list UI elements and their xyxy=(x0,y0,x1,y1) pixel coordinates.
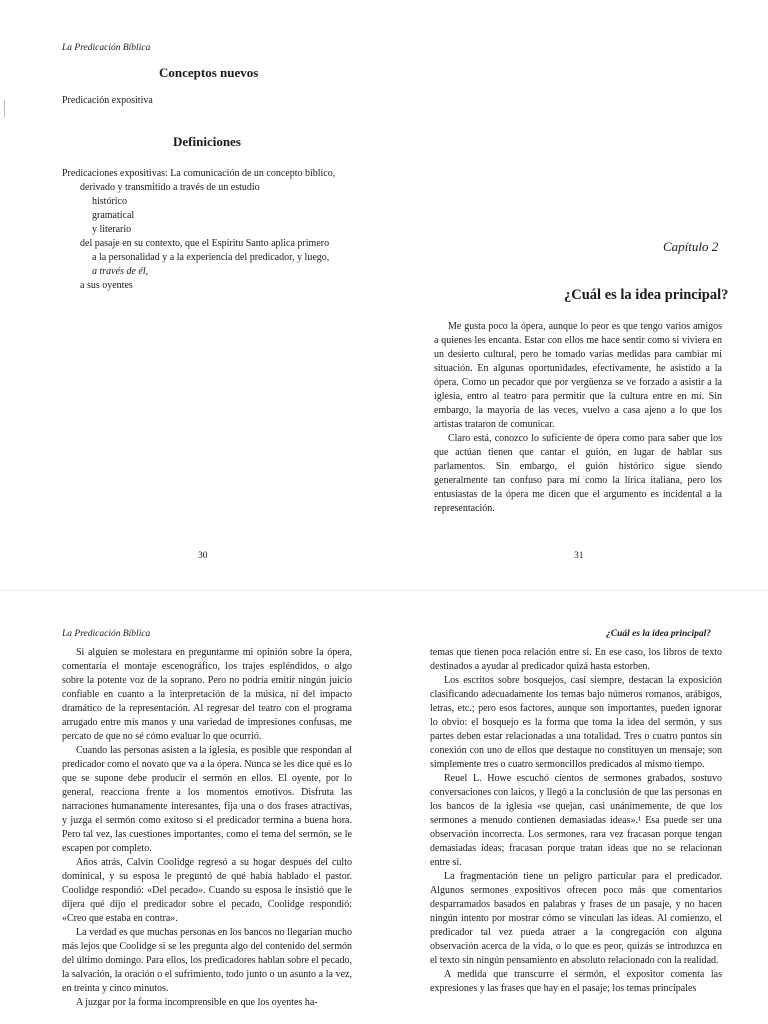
chapter-title: ¿Cuál es la idea principal? xyxy=(564,287,729,303)
paragraph: Me gusta poco la ópera, aunque lo peor es que tengo varios amigos a quienes les encanta. Estar con ellos me hace sentir como si viviera en un desierto cultural, pero he tomado varias medidas para cambiar mi situación. En algunas oportunidades, efectivamente, he asistido a la ópera. Como un pecador que por vergüenza se ve forzado a asistir a la iglesia, entro al teatro para permitir que la cultura entre en mí. Sin embargo, la mayoría de las veces, vuelvo a casa ajeno a lo que los artistas trataron de comunicar. xyxy=(434,321,722,430)
right-body-text xyxy=(430,646,722,1024)
definition-line: a la personalidad y a la experiencia del predicador, y luego, xyxy=(92,252,330,263)
paragraph: Si alguien se molestara en preguntarme mi opinión sobre la ópera, comentaría el montaje escenográfico, los trajes espléndidos, o algo sobre la potente voz de la soprano. Pero no podría emitir ningún juicio confiable en cuanto a la interpretación de la música, ni del impacto dramático de la representación. Al regresar del teatro con el programa arrugado entre mis manos y una variedad de impresiones confusas, me percato de que no sé cómo evaluar lo que ocurrió. xyxy=(62,647,352,742)
chapter-body-text xyxy=(434,320,722,516)
definitions-heading: Definiciones xyxy=(173,134,241,149)
page-number-30: 30 xyxy=(198,551,208,561)
definition-line: derivado y transmitido a través de un estudio xyxy=(80,182,260,193)
definition-line: histórico xyxy=(92,196,127,207)
definition-line: a sus oyentes xyxy=(80,280,133,291)
paragraph: Reuel L. Howe escuchó cientos de sermones grabados, sostuvo conversaciones con laicos, y llegó a la conclusión de que las personas en los bancos de la iglesia «se quejan, casi unánimemente, de que los sermones a menudo contienen demasiadas ideas».¹ Esa puede ser una observación incorrecta. Los sermones, rara vez fracasan porque tengan demasiadas ideas; fracasan porque tratan ideas que no se relacionan entre sí. xyxy=(430,773,722,868)
definition-line: Predicaciones expositivas: La comunicación de un concepto bíblico, xyxy=(62,168,336,179)
new-concept-item: Predicación expositiva xyxy=(62,95,153,106)
paragraph: La fragmentación tiene un peligro particular para el predicador. Algunos sermones expositivos ofrecen poco más que comentarios desparramados basados en palabras y frases de un pasaje, y no hacen ningún intento por mostrar cómo se vinculan las ideas. Al comienzo, el predicador tal vez pueda atraer a la congregación con alguna observación acerca de la vida, o lo que es peor, quizás se introduzca en el texto sin ningún pensamiento en absoluto relacionado con la realidad. xyxy=(430,871,722,966)
paragraph: A juzgar por la forma incomprensible en que los oyentes ha- xyxy=(76,997,318,1008)
running-head-left-2: La Predicación Bíblica xyxy=(62,629,151,639)
paragraph: Los escritos sobre bosquejos, casi siempre, destacan la exposición clasificando adecuadamente los temas bajo números romanos, arábigos, letras, etc.; pero esos factores, aunque son importantes, pueden ignorar lo obvio: el bosquejo es la forma que toma la idea del sermón, y sus partes deben estar relacionadas a una totalidad. Tres o cuatro puntos sin conexión con uno de ellos que destaque no constituyen un mensaje; son simplemente tres o cuatro sermoncillos predicados al mismo tiempo. xyxy=(430,675,722,770)
new-concepts-heading: Conceptos nuevos xyxy=(159,65,259,80)
paragraph: temas que tienen poca relación entre sí. En ese caso, los libros de texto destinados a ayudar al predicador quizá hasta estorben. xyxy=(430,647,722,672)
running-head-left-1: La Predicación Bíblica xyxy=(62,43,151,53)
definition-line: a través de él, xyxy=(92,266,149,277)
running-head-right-2: ¿Cuál es la idea principal? xyxy=(606,629,712,639)
paragraph: Años atrás, Calvin Coolidge regresó a su hogar después del culto dominical, y su esposa le preguntó de qué había hablado el pastor. Coolidge respondió: «Del pecado». Cuando su esposa le insistió que le dijera qué dijo el predicador sobre el pecado, Coolidge respondió: «Creo que estaba en contra». xyxy=(62,857,352,924)
definition-line: y literario xyxy=(92,224,132,235)
paragraph: A medida que transcurre el sermón, el expositor comenta las expresiones y las frases que hay en el pasaje; los temas principales xyxy=(430,969,722,994)
paragraph: La verdad es que muchas personas en los bancos no llegarían mucho más lejos que Coolidge si se les pregunta algo del contenido del sermón del último domingo. Para ellos, los predicadores hablan sobre el pecado, la salvación, la oración o el sufrimiento, todo junto o un asunto a la vez, en treinta y cinco minutos. xyxy=(62,927,352,994)
page-number-31: 31 xyxy=(574,551,584,561)
definition-line: del pasaje en su contexto, que el Espíritu Santo aplica primero xyxy=(80,238,330,249)
definition-line: gramatical xyxy=(92,210,135,221)
binding-mark xyxy=(4,100,5,118)
paragraph: Claro está, conozco lo suficiente de ópera como para saber que los que actúan tienen que cantar el guión, en lugar de hablar sus parlamentos. Sin embargo, el guión histórico sigue siendo generalmente tan confuso para mí como la lírica italiana, pero los entusiastas de la ópera me dicen que el argumento es incidental a la representación. xyxy=(434,433,722,514)
chapter-label: Capítulo 2 xyxy=(663,239,719,254)
spread-divider xyxy=(0,590,768,591)
left-body-text xyxy=(62,646,352,1024)
paragraph: Cuando las personas asisten a la iglesia, es posible que respondan al predicador como el novato que va a la ópera. Nunca se les dice qué es lo que se supone debe producir el sermón en ellos. El oyente, por lo general, reacciona frente a los momentos emotivos. Disfruta las narraciones humanamente interesantes, fija una o dos frases atractivas, y juzga el sermón como exitoso si el predicador termina a buena hora. Pero tal vez, las cuestiones importantes, como el tema del sermón, se le escapen por completo. xyxy=(62,745,352,854)
